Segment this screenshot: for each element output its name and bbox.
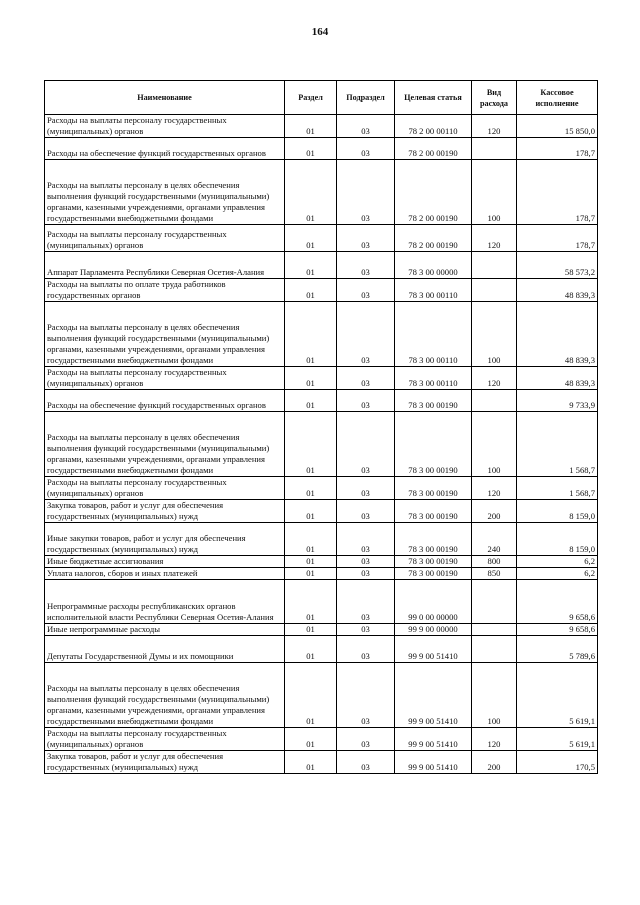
row-name: Расходы на выплаты персоналу в целях обеспечения выполнения функций государственными (муниципальными) органами, казенными учреждениями, органами управления государственными внебюджетными фондами: [45, 302, 285, 367]
row-section: 01: [285, 302, 337, 367]
row-name: Иные закупки товаров, работ и услуг для обеспечения государственных (муниципальных) нужд: [45, 523, 285, 556]
row-amount: 178,7: [517, 160, 598, 225]
row-name: Расходы на выплаты персоналу государственных (муниципальных) органов: [45, 477, 285, 500]
row-subsection: 03: [337, 390, 395, 412]
row-name: Депутаты Государственной Думы и их помощники: [45, 636, 285, 663]
row-type: 100: [472, 663, 517, 728]
row-section: 01: [285, 160, 337, 225]
table-row: [45, 500, 598, 523]
table-row: [45, 412, 598, 477]
row-type: 800: [472, 556, 517, 568]
table-row: [45, 751, 598, 774]
row-subsection: 03: [337, 556, 395, 568]
table-header-row: [45, 81, 598, 115]
row-amount: 48 839,3: [517, 279, 598, 302]
row-section: 01: [285, 390, 337, 412]
row-type: 120: [472, 477, 517, 500]
row-type: 120: [472, 728, 517, 751]
row-subsection: 03: [337, 412, 395, 477]
header-type: Вид расхода: [472, 81, 517, 115]
table-row: [45, 225, 598, 252]
row-target: 78 3 00 00110: [395, 367, 472, 390]
header-target: Целевая статья: [395, 81, 472, 115]
row-name: Иные бюджетные ассигнования: [45, 556, 285, 568]
row-amount: 9 658,6: [517, 580, 598, 624]
row-name: Расходы на выплаты персоналу государственных (муниципальных) органов: [45, 225, 285, 252]
row-amount: 1 568,7: [517, 477, 598, 500]
row-type: [472, 390, 517, 412]
row-subsection: 03: [337, 225, 395, 252]
row-section: 01: [285, 279, 337, 302]
row-target: 78 3 00 00190: [395, 568, 472, 580]
table-row: [45, 728, 598, 751]
row-subsection: 03: [337, 636, 395, 663]
table-row: [45, 302, 598, 367]
table-row: [45, 477, 598, 500]
row-target: 78 2 00 00190: [395, 225, 472, 252]
row-section: 01: [285, 636, 337, 663]
row-amount: 8 159,0: [517, 523, 598, 556]
row-target: 78 3 00 00110: [395, 302, 472, 367]
row-name: Расходы на выплаты персоналу государственных (муниципальных) органов: [45, 728, 285, 751]
row-target: 78 3 00 00190: [395, 523, 472, 556]
row-subsection: 03: [337, 751, 395, 774]
row-section: 01: [285, 751, 337, 774]
row-section: 01: [285, 523, 337, 556]
row-section: 01: [285, 138, 337, 160]
table-row: [45, 390, 598, 412]
row-name: Расходы на обеспечение функций государственных органов: [45, 138, 285, 160]
row-type: [472, 624, 517, 636]
row-section: 01: [285, 412, 337, 477]
table-row: [45, 279, 598, 302]
row-name: Уплата налогов, сборов и иных платежей: [45, 568, 285, 580]
table-row: [45, 252, 598, 279]
row-type: 100: [472, 160, 517, 225]
row-type: [472, 580, 517, 624]
row-subsection: 03: [337, 367, 395, 390]
row-subsection: 03: [337, 728, 395, 751]
row-section: 01: [285, 580, 337, 624]
row-amount: 6,2: [517, 556, 598, 568]
row-name: Аппарат Парламента Республики Северная Осетия-Алания: [45, 252, 285, 279]
row-target: 99 9 00 51410: [395, 728, 472, 751]
header-section: Раздел: [285, 81, 337, 115]
row-section: 01: [285, 663, 337, 728]
row-target: 78 3 00 00190: [395, 412, 472, 477]
row-section: 01: [285, 500, 337, 523]
row-section: 01: [285, 728, 337, 751]
row-section: 01: [285, 477, 337, 500]
header-subsection: Подраздел: [337, 81, 395, 115]
row-section: 01: [285, 115, 337, 138]
row-name: Расходы на выплаты персоналу государственных (муниципальных) органов: [45, 115, 285, 138]
table-row: [45, 523, 598, 556]
header-name: Наименование: [45, 81, 285, 115]
row-subsection: 03: [337, 302, 395, 367]
row-name: Закупка товаров, работ и услуг для обеспечения государственных (муниципальных) нужд: [45, 500, 285, 523]
row-type: [472, 138, 517, 160]
row-subsection: 03: [337, 115, 395, 138]
row-target: 78 3 00 00190: [395, 556, 472, 568]
row-amount: 48 839,3: [517, 302, 598, 367]
row-name: Расходы на выплаты персоналу государственных (муниципальных) органов: [45, 367, 285, 390]
row-target: 78 3 00 00190: [395, 500, 472, 523]
page-number: 164: [311, 26, 329, 38]
row-amount: 6,2: [517, 568, 598, 580]
row-section: 01: [285, 568, 337, 580]
row-name: Расходы на выплаты персоналу в целях обеспечения выполнения функций государственными (муниципальными) органами, казенными учреждениями, органами управления государственными внебюджетными фондами: [45, 412, 285, 477]
row-target: 78 2 00 00190: [395, 160, 472, 225]
row-target: 78 2 00 00190: [395, 138, 472, 160]
row-section: 01: [285, 624, 337, 636]
row-amount: 178,7: [517, 138, 598, 160]
row-amount: 1 568,7: [517, 412, 598, 477]
row-target: 78 3 00 00000: [395, 252, 472, 279]
table-row: [45, 636, 598, 663]
row-target: 99 9 00 51410: [395, 663, 472, 728]
row-target: 78 3 00 00190: [395, 390, 472, 412]
row-subsection: 03: [337, 568, 395, 580]
row-type: 240: [472, 523, 517, 556]
row-target: 99 0 00 00000: [395, 580, 472, 624]
row-type: [472, 279, 517, 302]
row-amount: 9 658,6: [517, 624, 598, 636]
row-amount: 8 159,0: [517, 500, 598, 523]
row-subsection: 03: [337, 663, 395, 728]
row-target: 78 3 00 00190: [395, 477, 472, 500]
row-subsection: 03: [337, 624, 395, 636]
row-type: 120: [472, 367, 517, 390]
row-section: 01: [285, 556, 337, 568]
row-subsection: 03: [337, 138, 395, 160]
row-amount: 48 839,3: [517, 367, 598, 390]
row-subsection: 03: [337, 279, 395, 302]
table-row: [45, 624, 598, 636]
row-type: [472, 636, 517, 663]
row-subsection: 03: [337, 523, 395, 556]
row-amount: 5 619,1: [517, 728, 598, 751]
table-row: [45, 556, 598, 568]
row-section: 01: [285, 252, 337, 279]
row-type: 100: [472, 412, 517, 477]
row-target: 99 9 00 51410: [395, 751, 472, 774]
row-name: Расходы на выплаты персоналу в целях обеспечения выполнения функций государственными (муниципальными) органами, казенными учреждениями, органами управления государственными внебюджетными фондами: [45, 663, 285, 728]
row-type: [472, 252, 517, 279]
table-row: [45, 138, 598, 160]
row-amount: 9 733,9: [517, 390, 598, 412]
row-subsection: 03: [337, 477, 395, 500]
row-subsection: 03: [337, 252, 395, 279]
row-amount: 178,7: [517, 225, 598, 252]
row-amount: 58 573,2: [517, 252, 598, 279]
row-subsection: 03: [337, 500, 395, 523]
row-name: Иные непрограммные расходы: [45, 624, 285, 636]
row-subsection: 03: [337, 160, 395, 225]
header-amount: Кассовое исполнение: [517, 81, 598, 115]
table-row: [45, 580, 598, 624]
table-row: [45, 115, 598, 138]
row-amount: 5 789,6: [517, 636, 598, 663]
table-row: [45, 663, 598, 728]
row-target: 99 9 00 51410: [395, 636, 472, 663]
budget-table: [44, 80, 598, 774]
row-subsection: 03: [337, 580, 395, 624]
row-type: 850: [472, 568, 517, 580]
row-amount: 15 850,0: [517, 115, 598, 138]
row-name: Закупка товаров, работ и услуг для обеспечения государственных (муниципальных) нужд: [45, 751, 285, 774]
row-name: Непрограммные расходы республиканских органов исполнительной власти Республики Северная Осетия-Алания: [45, 580, 285, 624]
row-section: 01: [285, 367, 337, 390]
row-type: 100: [472, 302, 517, 367]
row-type: 120: [472, 115, 517, 138]
row-type: 120: [472, 225, 517, 252]
row-amount: 5 619,1: [517, 663, 598, 728]
row-target: 99 9 00 00000: [395, 624, 472, 636]
row-name: Расходы на выплаты по оплате труда работников государственных органов: [45, 279, 285, 302]
row-target: 78 3 00 00110: [395, 279, 472, 302]
row-section: 01: [285, 225, 337, 252]
table-row: [45, 568, 598, 580]
row-amount: 170,5: [517, 751, 598, 774]
row-target: 78 2 00 00110: [395, 115, 472, 138]
table-row: [45, 367, 598, 390]
row-type: 200: [472, 500, 517, 523]
table-row: [45, 160, 598, 225]
row-name: Расходы на обеспечение функций государственных органов: [45, 390, 285, 412]
row-type: 200: [472, 751, 517, 774]
row-name: Расходы на выплаты персоналу в целях обеспечения выполнения функций государственными (муниципальными) органами, казенными учреждениями, органами управления государственными внебюджетными фондами: [45, 160, 285, 225]
